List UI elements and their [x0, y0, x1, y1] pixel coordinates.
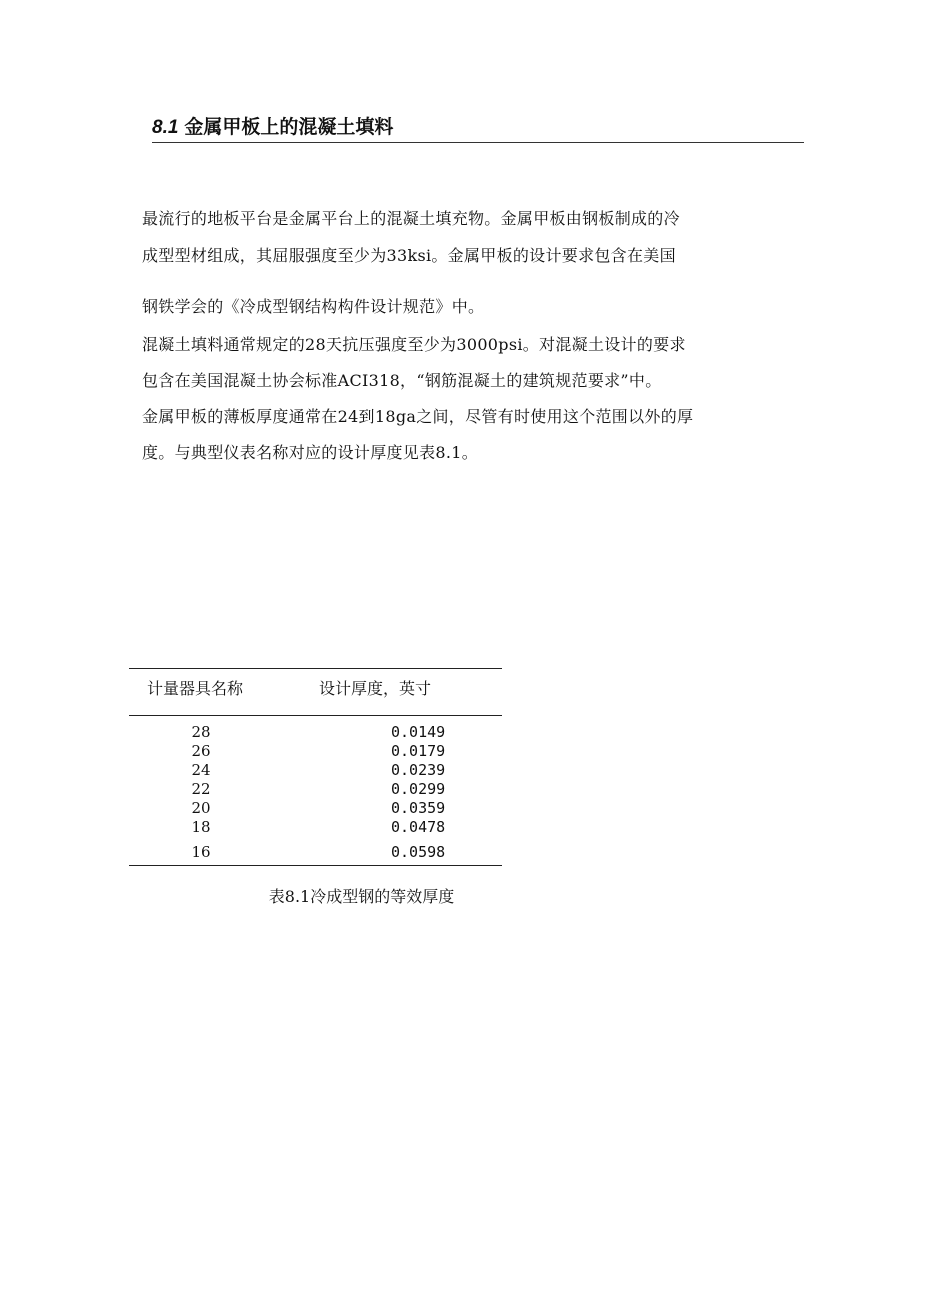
table-caption: 表8.1冷成型钢的等效厚度 [268, 887, 455, 906]
table-cell-thickness: 0.0149 [391, 723, 446, 741]
table-header-thickness: 设计厚度，英寸 [319, 679, 432, 698]
paragraph-line: 混凝土填料通常规定的28天抗压强度至少为3000psi。对混凝土设计的要求 [142, 335, 686, 354]
table-cell-gauge: 22 [191, 780, 211, 798]
table-cell-gauge: 16 [191, 843, 211, 861]
table-bottom-rule [129, 865, 502, 866]
paragraph-line: 金属甲板的薄板厚度通常在24到18ga之间，尽管有时使用这个范围以外的厚 [142, 407, 694, 426]
table-header-rule [129, 715, 502, 716]
gauge-thickness-table [129, 668, 502, 866]
table-cell-thickness: 0.0179 [391, 742, 446, 760]
paragraph-line: 最流行的地板平台是金属平台上的混凝土填充物。金属甲板由钢板制成的冷 [142, 209, 680, 228]
table-cell-thickness: 0.0478 [391, 818, 446, 836]
table-cell-thickness: 0.0598 [391, 843, 446, 861]
table-header-gauge: 计量器具名称 [147, 679, 244, 698]
table-cell-thickness: 0.0359 [391, 799, 446, 817]
paragraph-line: 包含在美国混凝土协会标准ACI318，“钢筋混凝土的建筑规范要求”中。 [142, 371, 662, 390]
paragraph-line: 度。与典型仪表名称对应的设计厚度见表8.1。 [142, 443, 479, 462]
table-cell-thickness: 0.0239 [391, 761, 446, 779]
section-heading [152, 112, 804, 143]
table-cell-gauge: 26 [191, 742, 211, 760]
table-top-rule [129, 668, 502, 669]
section-title: 金属甲板上的混凝土填料 [184, 116, 394, 138]
table-cell-thickness: 0.0299 [391, 780, 446, 798]
table-cell-gauge: 24 [191, 761, 211, 779]
table-cell-gauge: 18 [191, 818, 211, 836]
paragraph-line: 成型型材组成，其屈服强度至少为33ksi。金属甲板的设计要求包含在美国 [142, 246, 676, 265]
table-cell-gauge: 20 [191, 799, 211, 817]
section-number: 8.1 [152, 117, 179, 138]
table-cell-gauge: 28 [191, 723, 211, 741]
paragraph-line: 钢铁学会的《冷成型钢结构构件设计规范》中。 [142, 297, 485, 316]
